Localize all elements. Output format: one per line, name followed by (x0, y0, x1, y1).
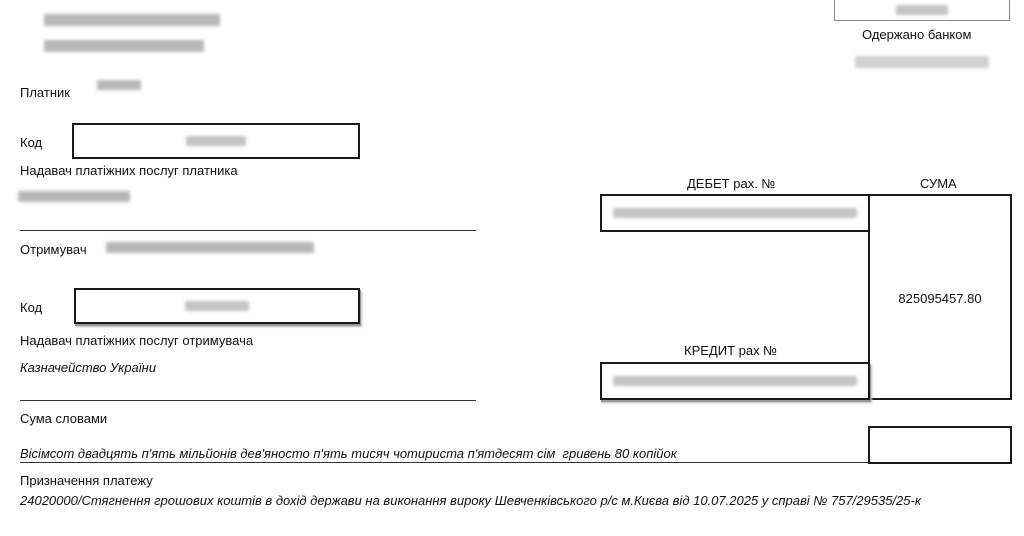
document-number-redacted (44, 14, 220, 26)
document-date-redacted (44, 40, 204, 52)
debit-account-field (600, 194, 870, 232)
credit-account-field (600, 362, 870, 400)
recipient-name-redacted (106, 242, 314, 253)
payer-code-field (72, 123, 360, 159)
sum-value: 825095457.80 (898, 291, 982, 306)
sum-box (868, 194, 1012, 400)
sum-words-underline (20, 462, 1012, 463)
payer-code-label: Код (20, 135, 43, 150)
sum-words-box (868, 426, 1012, 464)
sum-header-label: СУМА (920, 176, 957, 191)
payer-label: Платник (20, 85, 70, 100)
purpose-label: Призначення платежу (20, 473, 153, 488)
purpose-value: 24020000/Стягнення грошових коштів в дохід держави на виконання вироку Шевченківського р/с м.Києва від 10.07.2025 у справі № 757/29535/25-к (20, 493, 921, 508)
debit-account-label: ДЕБЕТ рах. № (687, 176, 776, 191)
payer-name-redacted (97, 80, 141, 90)
payer-provider-redacted (18, 191, 130, 202)
credit-account-label: КРЕДИТ рах № (684, 343, 778, 358)
recipient-code-field (74, 288, 360, 324)
payer-provider-label: Надавач платіжних послуг платника (20, 163, 238, 178)
recipient-provider-name: Казначейство України (20, 360, 157, 375)
recipient-code-label: Код (20, 300, 43, 315)
sum-words-value: Вісімсот двадцять п'ять мільйонів дев'яносто п'ять тисяч чотириста п'ятдесят сім гривень 80 копійок (20, 446, 677, 461)
sum-words-label: Сума словами (20, 411, 108, 426)
recipient-label: Отримувач (20, 242, 87, 257)
recipient-divider (20, 400, 476, 401)
payer-divider (20, 230, 476, 231)
recipient-provider-label: Надавач платіжних послуг отримувача (20, 333, 254, 348)
bank-stamp-box (834, 0, 1010, 21)
received-by-bank-label: Одержано банком (862, 27, 972, 42)
received-date-redacted (855, 56, 989, 68)
